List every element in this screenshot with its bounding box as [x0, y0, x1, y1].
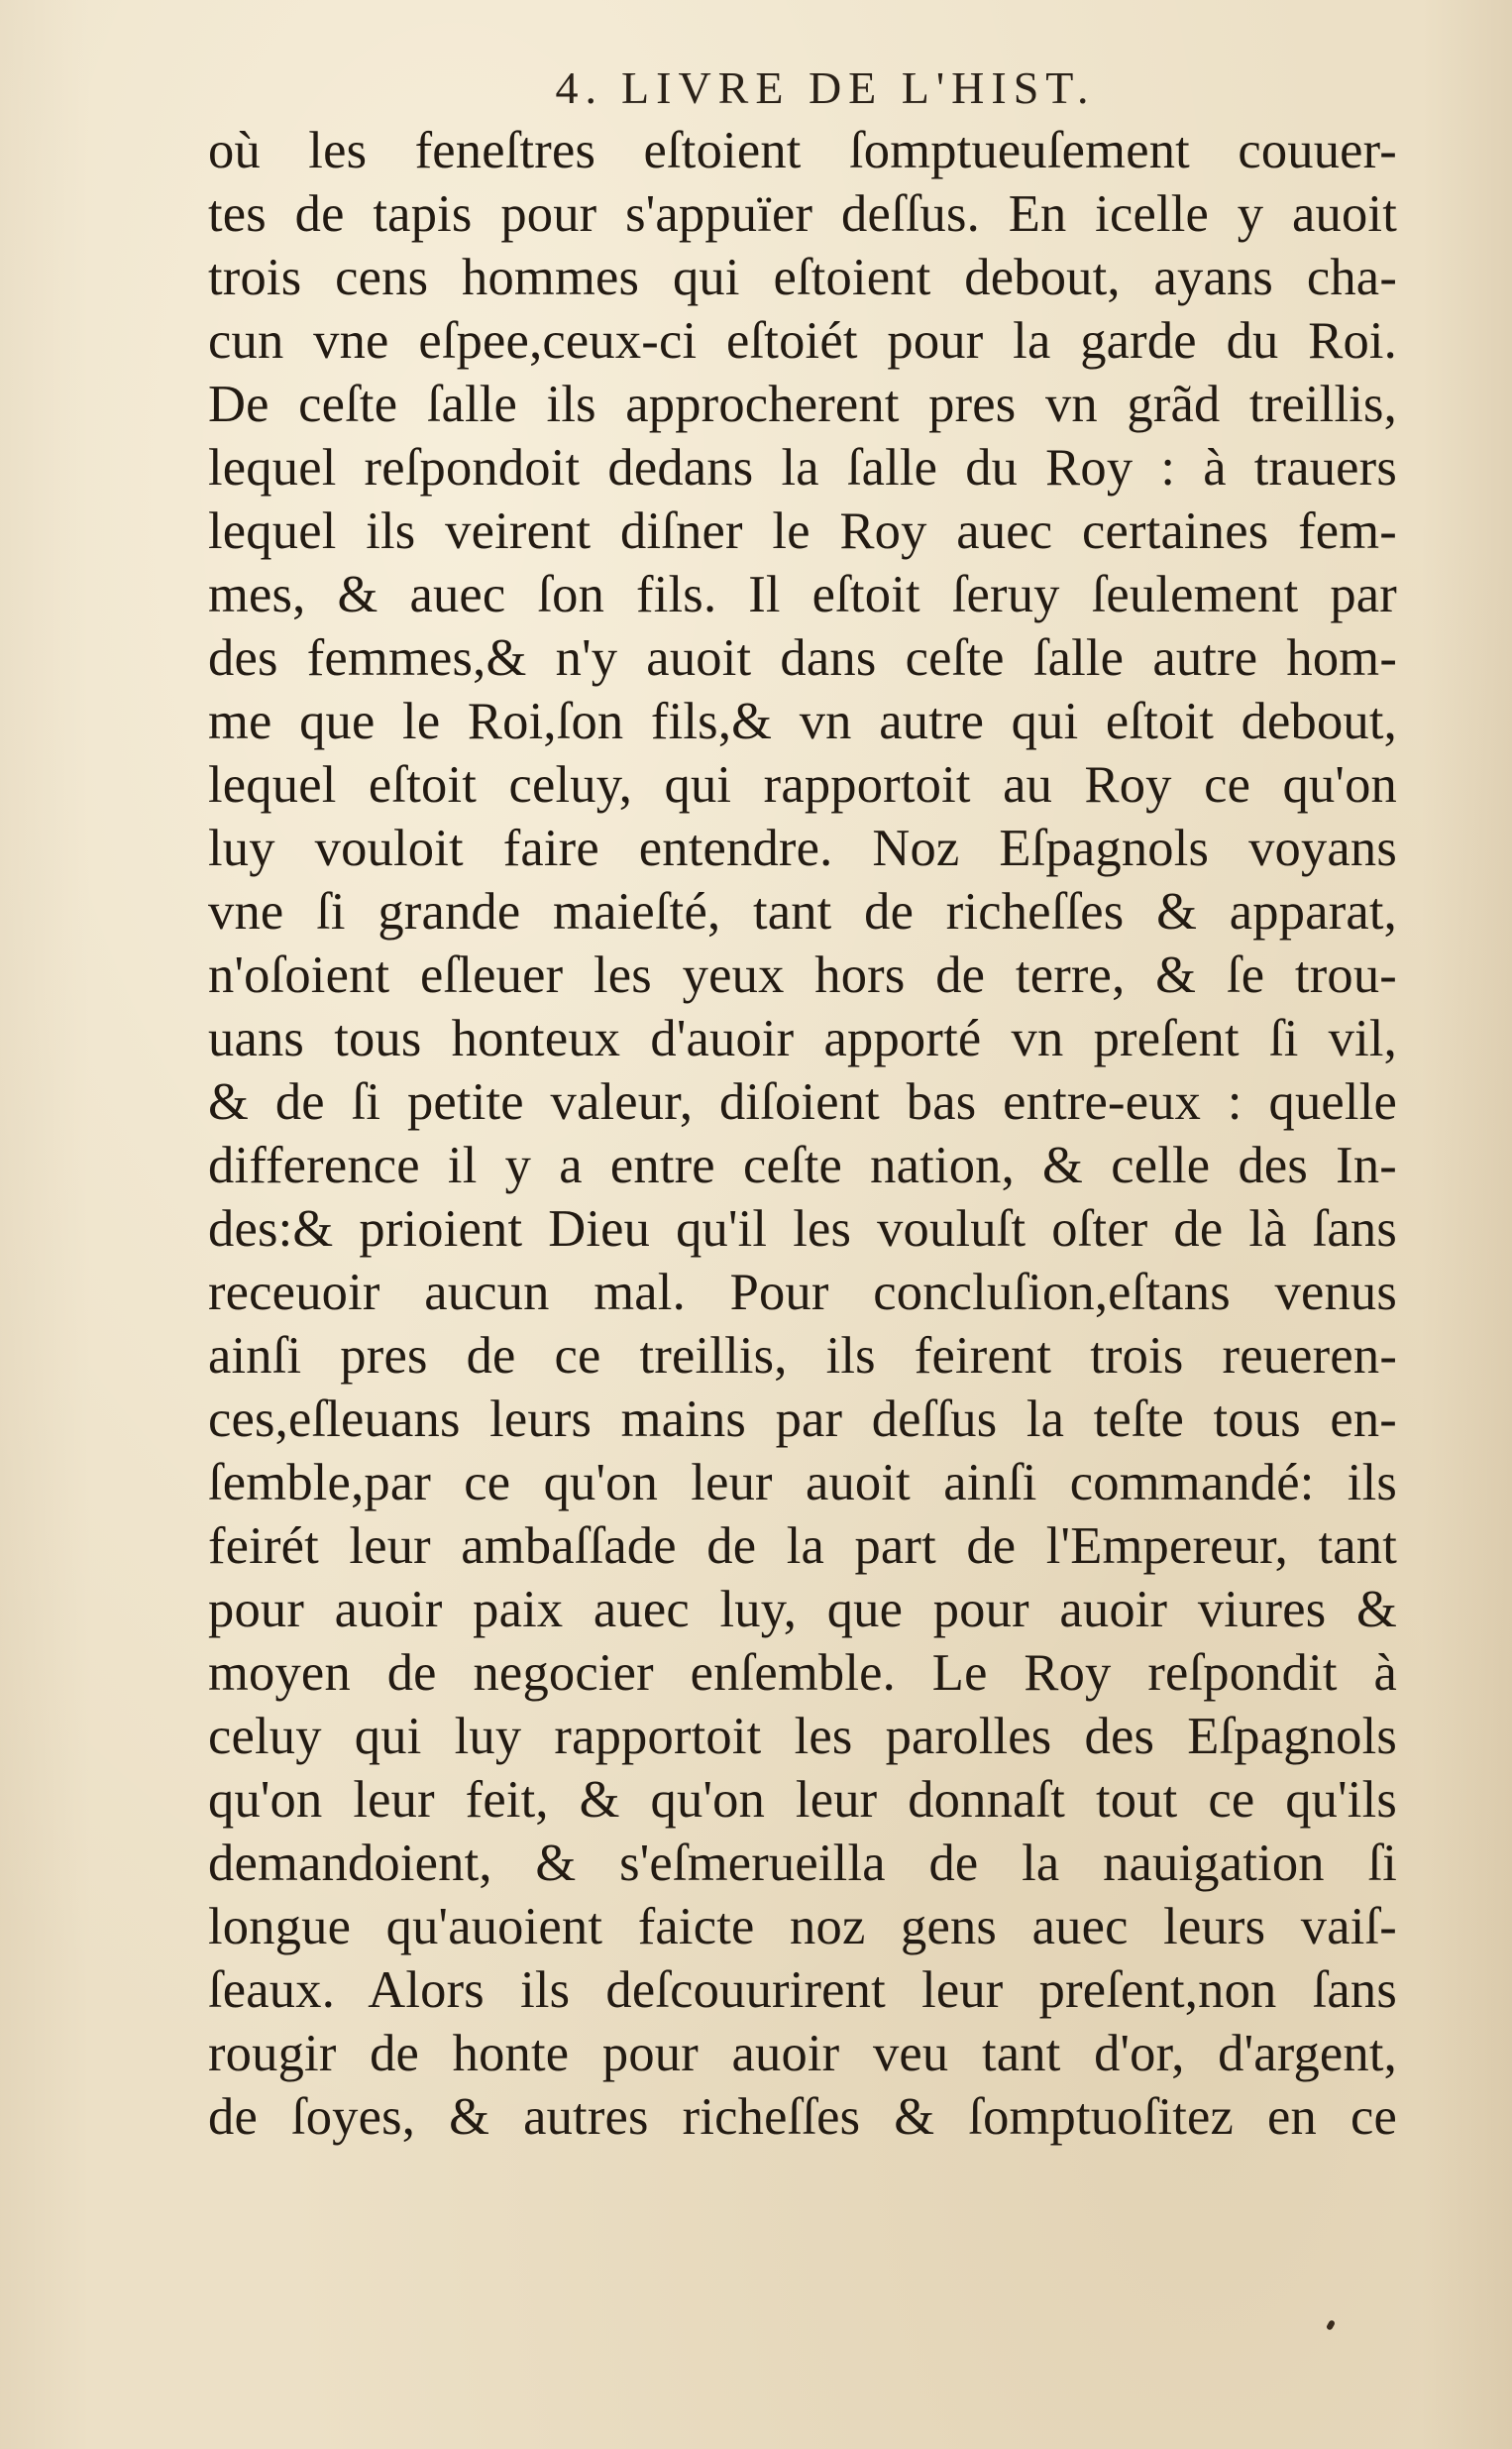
- running-head: [0, 61, 1512, 114]
- text-line: de ſoyes, & autres richeſſes & ſomptuoſitez en ce: [208, 2088, 1397, 2146]
- text-line: lequel ils veirent diſner le Roy auec certaines fem-: [208, 502, 1397, 560]
- text-line: ſemble,par ce qu'on leur auoit ainſi commandé: ils: [208, 1454, 1397, 1511]
- text-line: qu'on leur feit, & qu'on leur donnaſt tout ce qu'ils: [208, 1771, 1397, 1829]
- text-line: des:& prioient Dieu qu'il les vouluſt oſter de là ſans: [208, 1200, 1397, 1258]
- text-line: trois cens hommes qui eſtoient debout, ayans cha-: [208, 249, 1397, 306]
- text-line: demandoient, & s'eſmerueilla de la nauigation ſi: [208, 1835, 1397, 1892]
- ink-speck: [1326, 2319, 1336, 2331]
- text-line: n'oſoient eſleuer les yeux hors de terre, & ſe trou-: [208, 946, 1397, 1004]
- text-line: De ceſte ſalle ils approcherent pres vn grãd treillis,: [208, 376, 1397, 433]
- text-line: lequel eſtoit celuy, qui rapportoit au Roy ce qu'on: [208, 756, 1397, 814]
- text-line: ſeaux. Alors ils deſcouurirent leur preſent,non ſans: [208, 1961, 1397, 2019]
- text-line: rougir de honte pour auoir veu tant d'or, d'argent,: [208, 2025, 1397, 2082]
- text-line: où les feneſtres eſtoient ſomptueuſement couuer-: [208, 122, 1397, 179]
- text-line: feirét leur ambaſſade de la part de l'Empereur, tant: [208, 1517, 1397, 1575]
- text-line: moyen de negocier enſemble. Le Roy reſpondit à: [208, 1644, 1397, 1702]
- text-line: luy vouloit faire entendre. Noz Eſpagnols voyans: [208, 820, 1397, 877]
- text-line: ces,eſleuans leurs mains par deſſus la teſte tous en-: [208, 1391, 1397, 1448]
- text-line: difference il y a entre ceſte nation, & celle des In-: [208, 1137, 1397, 1194]
- body-text: [208, 119, 1397, 2149]
- text-line: tes de tapis pour s'appuïer deſſus. En icelle y auoit: [208, 185, 1397, 243]
- text-line: des femmes,& n'y auoit dans ceſte ſalle autre hom-: [208, 629, 1397, 687]
- text-line: mes, & auec ſon fils. Il eſtoit ſeruy ſeulement par: [208, 566, 1397, 623]
- text-line: me que le Roi,ſon fils,& vn autre qui eſtoit debout,: [208, 693, 1397, 750]
- text-line: cun vne eſpee,ceux-ci eſtoiét pour la garde du Roi.: [208, 312, 1397, 370]
- text-line: receuoir aucun mal. Pour concluſion,eſtans venus: [208, 1264, 1397, 1321]
- running-title: LIVRE DE L'HIST.: [621, 62, 1096, 113]
- text-line: longue qu'auoient faicte noz gens auec leurs vaiſ-: [208, 1898, 1397, 1955]
- text-line: lequel reſpondoit dedans la ſalle du Roy : à trauers: [208, 439, 1397, 497]
- page-number: 4.: [555, 62, 604, 113]
- text-line: ainſi pres de ce treillis, ils feirent trois reueren-: [208, 1327, 1397, 1385]
- text-line: & de ſi petite valeur, diſoient bas entre-eux : quelle: [208, 1073, 1397, 1131]
- text-line: celuy qui luy rapportoit les parolles des Eſpagnols: [208, 1708, 1397, 1765]
- text-line: uans tous honteux d'auoir apporté vn preſent ſi vil,: [208, 1010, 1397, 1067]
- text-line: vne ſi grande maieſté, tant de richeſſes & apparat,: [208, 883, 1397, 941]
- text-line: pour auoir paix auec luy, que pour auoir viures &: [208, 1581, 1397, 1638]
